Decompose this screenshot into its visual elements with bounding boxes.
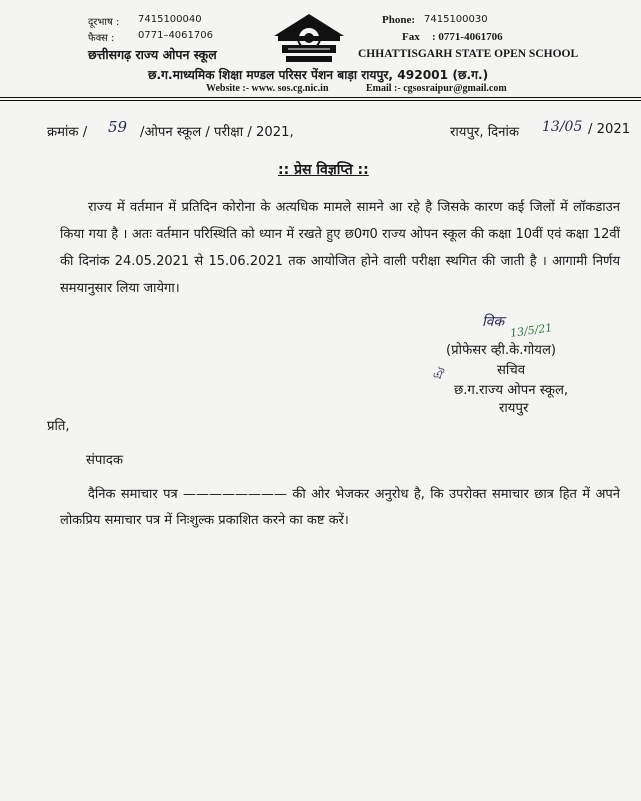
reference-prefix: क्रमांक / [47, 125, 88, 140]
reference-middle: /ओपन स्कूल / परीक्षा / 2021, [140, 125, 294, 140]
website: Website :- www. sos.cg.nic.in [206, 83, 329, 94]
signatory-office: छ.ग.राज्य ओपन स्कूल, [454, 383, 569, 398]
phone-label-hindi: दूरभाष : [88, 17, 120, 28]
phone-number-right: 7415100030 [424, 14, 488, 25]
fax-label-hindi: फैक्स : [88, 33, 115, 44]
date-handwritten: 13/05 [542, 119, 583, 135]
reference-number-handwritten: 59 [108, 118, 128, 136]
email: Email :- cgsosraipur@gmail.com [366, 83, 507, 94]
addressee: संपादक [86, 453, 123, 468]
header-divider-top [0, 97, 641, 98]
org-name-english: CHHATTISGARH STATE OPEN SCHOOL [358, 48, 579, 60]
phone-label-english: Phone: [382, 14, 415, 26]
phone-number-left: 7415100040 [138, 14, 202, 25]
signatory-designation: सचिव [497, 363, 526, 378]
signatory-city: रायपुर [499, 401, 529, 416]
fax-number-right: : 0771-4061706 [432, 31, 503, 43]
signatory-name: (प्रोफेसर व्ही.के.गोयल) [446, 343, 557, 358]
signature-date: 13/5/21 [509, 321, 554, 340]
place-date-label: रायपुर, दिनांक [450, 125, 520, 140]
header-divider-bottom [0, 100, 641, 101]
fax-number-left: 0771–4061706 [138, 30, 213, 41]
signature-mark: विक [482, 314, 505, 330]
school-logo [272, 12, 346, 68]
org-name-hindi: छत्तीसगढ़ राज्य ओपन स्कूल [88, 47, 217, 62]
date-year: / 2021 [588, 122, 631, 137]
to-label: प्रति, [47, 419, 70, 434]
request-paragraph: दैनिक समाचार पत्र ———————— की ओर भेजकर अनुरोध है, कि उपरोक्त समाचार छात्र हित में अपने लोकप्रिय समाचार पत्र में निःशुल्क प्रकाशित करने का कष्ट करें। [60, 487, 620, 528]
address-hindi: छ.ग.माध्यमिक शिक्षा मण्डल परिसर पेंशन बाड़ा रायपुर, 492001 (छ.ग.) [148, 68, 489, 82]
page-title: :: प्रेस विज्ञप्ति :: [278, 162, 369, 178]
initial-mark: ঐ [432, 368, 443, 383]
fax-label-english: Fax [402, 31, 420, 43]
body-paragraph: राज्य में वर्तमान में प्रतिदिन कोरोना के अत्यधिक मामले सामने आ रहे है जिसके कारण कई जिलों में लॉकडाउन किया गया है । अतः वर्तमान परिस्थिति को ध्यान में रखते हुए छ0ग0 राज्य ओपन स्कूल की कक्षा 10वीं एवं कक्षा 12वीं की दिनांक 24.05.2021 से 15.06.2021 तक आयोजित होने वाली परीक्षा स्थगित की जाती है । आगामी निर्णय समयानुसार लिया जायेगा। [60, 200, 620, 296]
